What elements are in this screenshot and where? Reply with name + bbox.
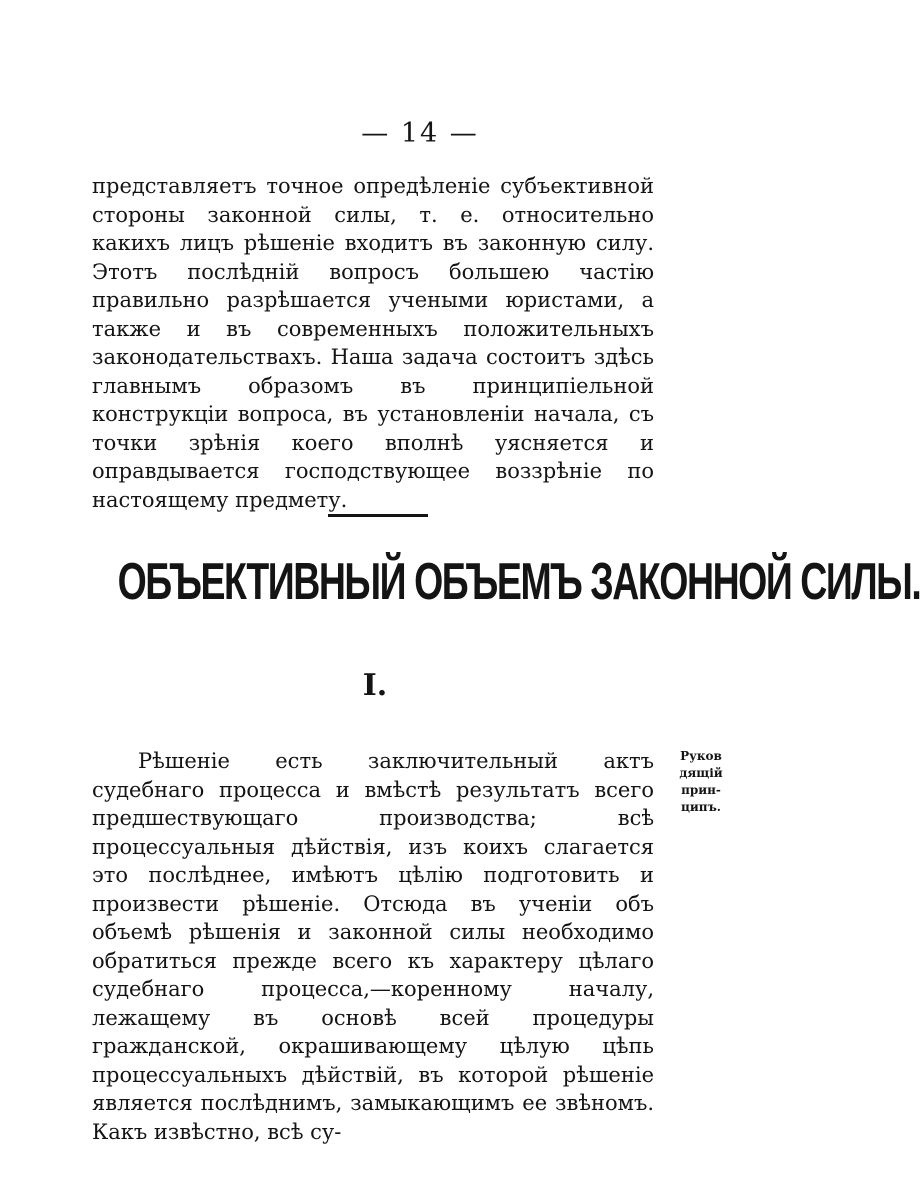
marginal-note-line: Руков (680, 749, 722, 763)
marginal-note-line: прин- (681, 783, 721, 797)
section-heading: ОБЪЕКТИВНЫЙ ОБЪЕМЪ ЗАКОННОЙ СИЛЫ. (117, 553, 920, 611)
section-paragraph: Рѣшеніе есть заключительный актъ судебнаго процесса и вмѣстѣ результатъ всего предшествующаго производства; всѣ процессуальныя дѣйствія, изъ коихъ слагается это послѣднее, имѣютъ цѣлію подготовить и произвести рѣшеніе. Отсюда въ ученіи объ объемѣ рѣшенія и законной силы необходимо обратиться прежде всего къ характеру цѣлаго судебнаго процесса,—коренному началу, лежащему въ основѣ всей процедуры гражданской, окрашивающему цѣлую цѣпь процессуальныхъ дѣйствій, въ которой рѣшеніе является послѣднимъ, замыкающимъ ее звѣномъ. Какъ извѣстно, всѣ су- (92, 749, 654, 1144)
marginal-note-line: ципъ. (681, 800, 721, 814)
section-number: I. (362, 668, 388, 703)
intro-paragraph: представляетъ точное опредѣленіе субъективной стороны законной силы, т. е. относительно какихъ лицъ рѣшеніе входитъ въ законную силу. Этотъ послѣдній вопросъ большею частію правильно разрѣшается учеными юристами, а также и въ современныхъ положительныхъ законодательствахъ. Наша задача состоитъ здѣсь главнымъ образомъ въ принципіельной конструкціи вопроса, въ установленіи начала, съ точки зрѣнія коего вполнѣ уясняется и оправдывается господствующее воззрѣніе по настоящему предмету. (92, 174, 654, 512)
section-divider-rule (328, 514, 428, 517)
marginal-note (666, 748, 736, 816)
page-number: — 14 — (361, 118, 479, 149)
marginal-note-line: дящій (679, 766, 723, 780)
